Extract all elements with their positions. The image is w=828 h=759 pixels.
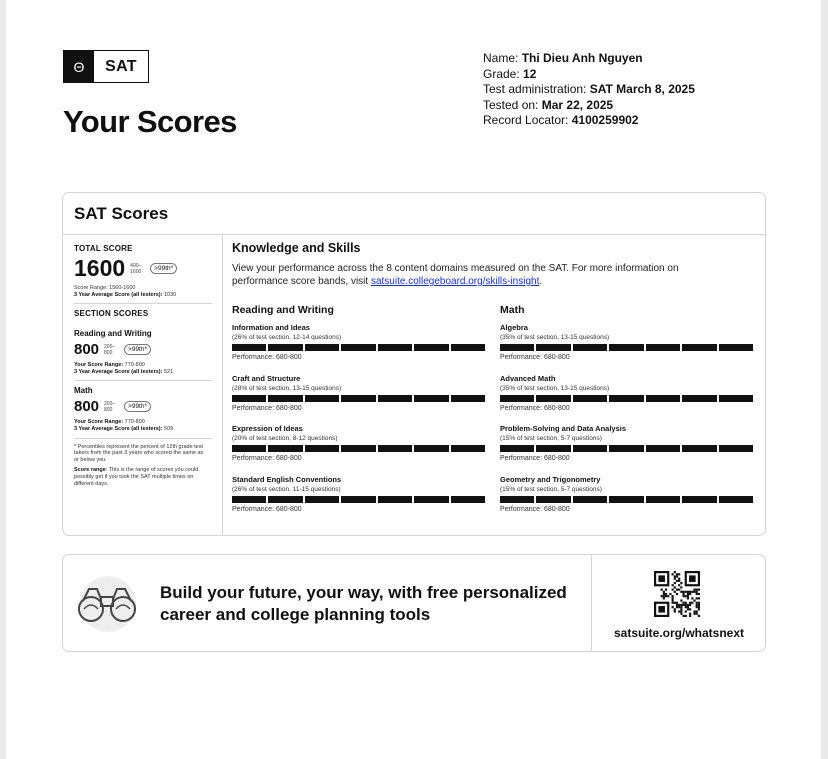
total-range: 400–1600: [130, 262, 142, 275]
domain-weight: (26% of test section, 11-15 questions): [232, 485, 341, 493]
qr-code-icon[interactable]: [654, 571, 700, 617]
domain-item: [500, 374, 753, 425]
sat-logo: [63, 50, 149, 83]
performance-bar-segment: [609, 445, 643, 452]
performance-bar-segment: [378, 496, 412, 503]
sat-scores-card: [62, 192, 766, 536]
performance-bar-segment: [451, 395, 485, 402]
performance-bar-segment: [719, 445, 753, 452]
avg-label: 3 Year Average Score (all testers):: [74, 425, 163, 432]
scores-column: [63, 235, 223, 535]
domain-weight: (35% of test section, 13-15 questions): [500, 334, 610, 341]
performance-bar-segment: [414, 395, 448, 402]
grade-label: Grade:: [483, 66, 520, 81]
performance-bar-segment: [341, 344, 375, 351]
your-range-label: Your Score Range:: [74, 419, 124, 426]
domain-item: [232, 323, 485, 374]
performance-bar-segment: [719, 395, 753, 402]
whatsnext-url[interactable]: satsuite.org/whatsnext: [613, 626, 745, 640]
performance-bar-segment: [646, 395, 680, 402]
domain-performance: Performance: 680-800: [500, 505, 570, 513]
performance-bar-segment: [609, 344, 643, 351]
domain-item: [232, 374, 485, 425]
domain-weight: (28% of test section, 13-15 questions): [232, 384, 342, 392]
domain-item: [500, 475, 753, 526]
performance-bar-segment: [682, 344, 716, 351]
performance-bar: [500, 445, 753, 452]
domain-performance: Performance: 680-800: [500, 455, 570, 462]
performance-bar: [500, 496, 753, 503]
skills-insight-link[interactable]: satsuite.collegeboard.org/skills-insight: [370, 276, 540, 287]
performance-bar-segment: [305, 395, 339, 402]
domain-performance: Performance: 680-800: [500, 404, 570, 412]
performance-bar-segment: [609, 395, 643, 402]
performance-bar-segment: [646, 445, 680, 452]
avg-score: 521: [164, 368, 174, 375]
performance-bar: [232, 496, 485, 503]
performance-bar-segment: [719, 496, 753, 503]
performance-bar: [500, 395, 753, 402]
total-avg: 1030: [164, 291, 177, 298]
section-percentile-badge: >99th*: [124, 344, 151, 355]
domain-performance: Performance: 680-800: [500, 354, 570, 361]
section-range: 200–800: [104, 400, 116, 413]
performance-bar-segment: [573, 445, 607, 452]
performance-bar-segment: [451, 344, 485, 351]
domain-weight: (35% of test section, 13-15 questions): [500, 384, 610, 392]
performance-bar-segment: [232, 395, 266, 402]
card-title: SAT Scores: [74, 204, 169, 223]
performance-bar-segment: [378, 445, 412, 452]
avg-score: 509: [164, 425, 174, 432]
domain-performance: Performance: 680-800: [232, 404, 302, 412]
total-score-range-label: Score Range:: [74, 285, 108, 291]
performance-bar: [232, 395, 485, 402]
performance-bar-segment: [341, 496, 375, 503]
performance-bar-segment: [682, 395, 716, 402]
performance-bar-segment: [682, 496, 716, 503]
performance-bar-segment: [536, 344, 570, 351]
performance-bar-segment: [536, 395, 570, 402]
performance-bar-segment: [646, 344, 680, 351]
avg-label: 3 Year Average Score (all testers):: [74, 368, 163, 375]
domain-name: Geometry and Trigonometry: [500, 474, 601, 484]
domain-name: Algebra: [500, 323, 528, 332]
performance-bar-segment: [536, 496, 570, 503]
domain-item: [232, 424, 485, 475]
total-score-label: TOTAL SCORE: [74, 244, 133, 253]
domain-name: Standard English Conventions: [232, 474, 342, 484]
performance-bar-segment: [305, 445, 339, 452]
section-name: Math: [74, 386, 93, 396]
performance-bar: [232, 445, 485, 452]
domain-performance: Performance: 680-800: [232, 455, 302, 462]
score-range-term: Score range: [74, 467, 106, 474]
your-range: 770-800: [124, 362, 145, 369]
domain-performance: Performance: 680-800: [232, 354, 302, 361]
performance-bar-segment: [451, 445, 485, 452]
domain-item: [232, 475, 485, 526]
total-score-range: 1560-1600: [109, 285, 136, 291]
domain-name: Advanced Math: [500, 373, 556, 383]
performance-bar-segment: [573, 496, 607, 503]
domain-weight: (15% of test section, 5-7 questions): [500, 485, 602, 493]
knowledge-title: Knowledge and Skills: [232, 241, 361, 255]
math-domains: [500, 304, 753, 525]
page-title: Your Scores: [63, 104, 237, 139]
domain-item: [500, 424, 753, 475]
performance-bar-segment: [414, 496, 448, 503]
section-score: 800: [74, 398, 100, 416]
logo-text: SAT: [105, 57, 137, 75]
performance-bar-segment: [451, 496, 485, 503]
performance-bar-segment: [305, 344, 339, 351]
performance-bar-segment: [414, 344, 448, 351]
performance-bar-segment: [646, 496, 680, 503]
performance-bar-segment: [232, 445, 266, 452]
locator-label: Record Locator:: [483, 113, 569, 128]
performance-bar-segment: [536, 445, 570, 452]
knowledge-description: View your performance across the 8 content domains measured on the SAT. For more information on performance score bands, visit satsuite.collegeboard.org/skills-insight.: [232, 263, 679, 287]
planning-tools-promo: [62, 554, 766, 652]
section-percentile-badge: >99th*: [124, 401, 151, 412]
student-grade: 12: [523, 66, 537, 81]
domain-performance: Performance: 680-800: [232, 505, 302, 513]
section-score: 800: [74, 341, 100, 359]
domain-name: Information and Ideas: [232, 323, 310, 332]
test-label: Test administration:: [483, 82, 587, 97]
performance-bar-segment: [268, 395, 302, 402]
performance-bar-segment: [341, 395, 375, 402]
performance-bar-segment: [500, 395, 534, 402]
performance-bar-segment: [378, 344, 412, 351]
student-name: Thi Dieu Anh Nguyen: [521, 51, 643, 65]
performance-bar: [500, 344, 753, 351]
total-avg-label: 3 Year Average Score (all testers):: [74, 291, 163, 298]
knowledge-skills-column: [232, 235, 762, 535]
performance-bar-segment: [268, 496, 302, 503]
rw-domains: [232, 304, 485, 525]
performance-bar-segment: [500, 344, 534, 351]
section-name: Reading and Writing: [74, 329, 152, 339]
your-range: 770-800: [124, 419, 145, 426]
domain-name: Craft and Structure: [232, 373, 301, 383]
performance-bar-segment: [305, 496, 339, 503]
performance-bar-segment: [232, 496, 266, 503]
domain-weight: (20% of test section, 8-12 questions): [232, 435, 338, 442]
section-range: 200–800: [104, 343, 116, 356]
domain-name: Expression of Ideas: [232, 424, 303, 433]
domain-name: Problem-Solving and Data Analysis: [500, 424, 627, 433]
student-info: [483, 51, 695, 129]
binoculars-icon: [70, 575, 146, 633]
performance-bar-segment: [378, 395, 412, 402]
performance-bar-segment: [500, 445, 534, 452]
test-administration: SAT March 8, 2025: [589, 82, 695, 97]
percentile-footnote: * Percentiles represent the percent of 12th grade test takers from the past 3 years who scored the same as or below you.: [74, 443, 204, 463]
domain-column-title: Math: [500, 304, 525, 316]
performance-bar-segment: [573, 395, 607, 402]
performance-bar-segment: [609, 496, 643, 503]
performance-bar: [232, 344, 485, 351]
score-range-footnote: : This is the range of scores you could possibly get if you took the SAT multiple times on different days.: [74, 467, 199, 487]
domain-weight: (26% of test section, 12-14 questions): [232, 334, 342, 341]
section-scores-label: SECTION SCORES: [74, 309, 149, 319]
performance-bar-segment: [414, 445, 448, 452]
record-locator: 4100259902: [571, 113, 639, 128]
tested-label: Tested on:: [483, 97, 539, 112]
total-score: 1600: [74, 255, 126, 281]
performance-bar-segment: [682, 445, 716, 452]
domain-column-title: Reading and Writing: [232, 304, 334, 316]
performance-bar-segment: [232, 344, 266, 351]
acorn-icon: Θ: [64, 51, 94, 82]
performance-bar-segment: [268, 344, 302, 351]
domain-weight: (15% of test section, 5-7 questions): [500, 435, 602, 442]
your-range-label: Your Score Range:: [74, 362, 124, 369]
total-percentile-badge: >99th*: [150, 263, 177, 274]
performance-bar-segment: [341, 445, 375, 452]
promo-text: Build your future, your way, with free personalized career and college planning tools: [160, 583, 567, 624]
name-label: Name:: [483, 51, 519, 65]
performance-bar-segment: [719, 344, 753, 351]
performance-bar-segment: [573, 344, 607, 351]
domain-item: [500, 323, 753, 374]
tested-on: Mar 22, 2025: [541, 97, 614, 112]
performance-bar-segment: [500, 496, 534, 503]
performance-bar-segment: [268, 445, 302, 452]
score-report-page: [6, 0, 821, 759]
